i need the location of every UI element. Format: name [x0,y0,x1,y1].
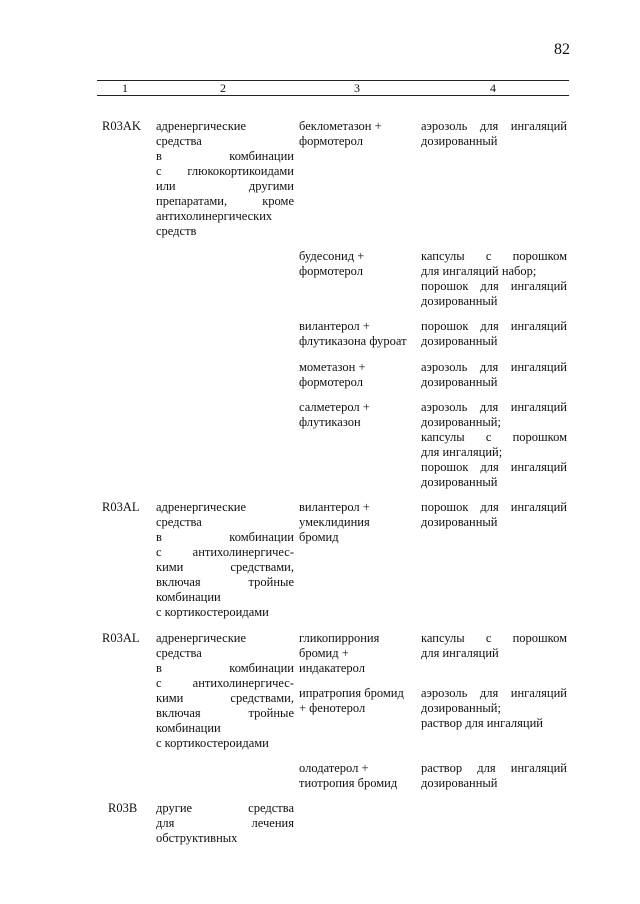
dosage-form: аэрозоль для ингаляций дозированный; раствор для ингаляций [421,686,567,730]
header-col-1: 1 [122,81,128,95]
atc-code: R03AL [102,631,140,645]
drug-name: мометазон + формотерол [299,360,366,389]
atc-description: адренергические средства в комбинации с антихолинергичес- кими средствами, включая тройные комбинации с кортикостероидами [156,631,294,750]
dosage-form: раствор для ингаляций дозированный [421,761,567,790]
drug-name: вилантерол + умеклидиния бромид [299,500,370,544]
atc-code: R03AL [102,500,140,514]
drug-name: салметерол + флутиказон [299,400,370,429]
atc-description: другие средства для лечения обструктивных [156,801,294,845]
dosage-form: аэрозоль для ингаляций дозированный [421,119,567,148]
drug-name: олодатерол + тиотропия бромид [299,761,398,790]
atc-description: адренергические средства в комбинации с антихолинергичес- кими средствами, включая тройные комбинации с кортикостероидами [156,500,294,619]
drug-name: вилантерол + флутиказона фуроат [299,319,407,348]
header-col-3: 3 [354,81,360,95]
dosage-form: капсулы с порошком для ингаляций [421,631,567,660]
dosage-form: порошок для ингаляций дозированный [421,500,567,529]
drug-name: будесонид + формотерол [299,249,365,278]
atc-code: R03AK [102,119,141,133]
atc-code: R03B [108,801,138,815]
table-header [97,80,569,96]
dosage-form: капсулы с порошком для ингаляций набор; порошок для ингаляций дозированный [421,249,567,308]
page-number: 82 [554,41,570,58]
header-col-4: 4 [490,81,496,95]
drug-name: беклометазон + формотерол [299,119,382,148]
dosage-form: аэрозоль для ингаляций дозированный; капсулы с порошком для ингаляций; порошок для ингаляций дозированный [421,400,567,489]
header-col-2: 2 [220,81,226,95]
drug-name: ипратропия бромид + фенотерол [299,686,404,715]
dosage-form: аэрозоль для ингаляций дозированный [421,360,567,389]
atc-description: адренергические средства в комбинации с глюкокортикоидами или другими препаратами, кроме антихолинергических средств [156,119,294,238]
dosage-form: порошок для ингаляций дозированный [421,319,567,348]
drug-name: гликопиррония бромид + индакатерол [299,631,380,675]
